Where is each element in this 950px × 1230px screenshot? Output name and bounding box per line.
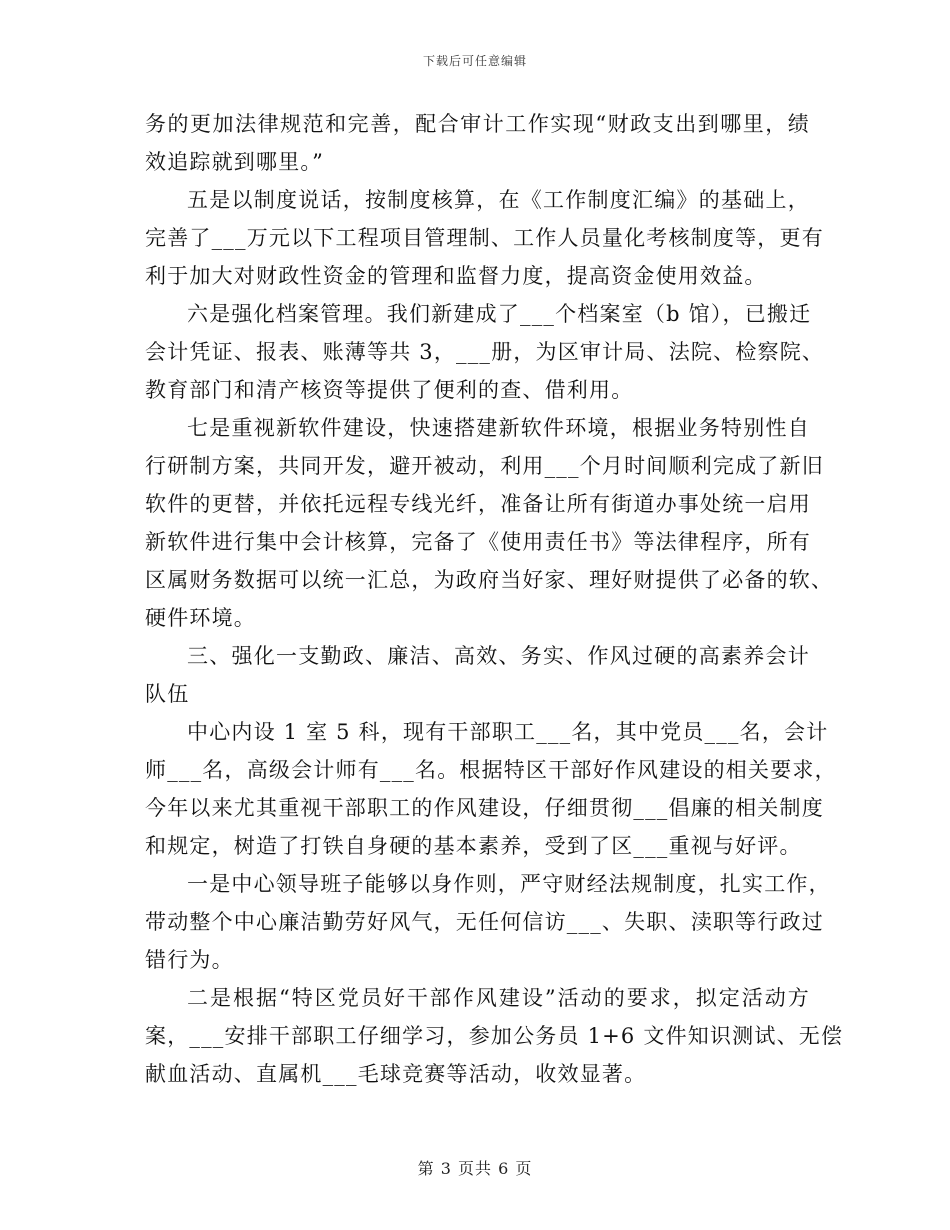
text-line: 献血活动、直属机___毛球竞赛等活动，收效显著。: [145, 1062, 647, 1086]
text-line: 行研制方案，共同开发，避开被动，利用___个月时间顺利完成了新旧: [145, 454, 824, 478]
page-footer: 第 3 页共 6 页: [417, 1159, 533, 1178]
text-line: 教育部门和清产核资等提供了便利的查、借利用。: [145, 378, 634, 402]
text-line: 务的更加法律规范和完善，配合审计工作实现“财政支出到哪里，绩: [145, 112, 810, 136]
text-line: 六是强化档案管理。我们新建成了___个档案室（b 馆），已搬迁: [187, 302, 812, 326]
text-line: 案，___安排干部职工仔细学习，参加公务员 1+6 文件知识测试、无偿: [145, 1024, 844, 1048]
text-line: 软件的更替，并依托远程专线光纤，准备让所有街道办事处统一启用: [145, 492, 811, 516]
text-line: 二是根据“特区党员好干部作风建设”活动的要求，拟定活动方: [187, 986, 810, 1010]
text-line: 中心内设 1 室 5 科，现有干部职工___名，其中党员___名，会计: [187, 720, 829, 744]
text-line: 新软件进行集中会计核算，完备了《使用责任书》等法律程序，所有: [145, 530, 811, 554]
text-line: 利于加大对财政性资金的管理和监督力度，提高资金使用效益。: [145, 264, 767, 288]
text-line: 硬件环境。: [145, 606, 256, 630]
text-line: 效追踪就到哪里。”: [145, 150, 325, 174]
page-header: 下载后可任意编辑: [422, 54, 527, 68]
text-line: 区属财务数据可以统一汇总，为政府当好家、理好财提供了必备的软、: [145, 568, 834, 592]
text-line: 一是中心领导班子能够以身作则，严守财经法规制度，扎实工作，: [187, 872, 831, 896]
text-line: 错行为。: [145, 948, 234, 972]
text-line: 三、强化一支勤政、廉洁、高效、务实、作风过硬的高素养会计: [187, 644, 810, 668]
text-line: 七是重视新软件建设，快速搭建新软件环境，根据业务特别性自: [187, 416, 810, 440]
text-line: 五是以制度说话，按制度核算，在《工作制度汇编》的基础上，: [187, 188, 810, 212]
text-line: 完善了___万元以下工程项目管理制、工作人员量化考核制度等，更有: [145, 226, 824, 250]
document-body: [145, 105, 844, 1093]
text-line: 今年以来尤其重视干部职工的作风建设，仔细贯彻___倡廉的相关制度: [145, 796, 824, 820]
text-line: 和规定，树造了打铁自身硬的基本素养，受到了区___重视与好评。: [145, 834, 802, 858]
text-line: 师___名，高级会计师有___名。根据特区干部好作风建设的相关要求，: [145, 758, 837, 782]
text-line: 队伍: [145, 682, 190, 706]
text-line: 带动整个中心廉洁勤劳好风气，无任何信访___、失职、渎职等行政过: [145, 910, 824, 934]
text-line: 会计凭证、报表、账薄等共 3，___册，为区审计局、法院、检察院、: [145, 340, 825, 364]
